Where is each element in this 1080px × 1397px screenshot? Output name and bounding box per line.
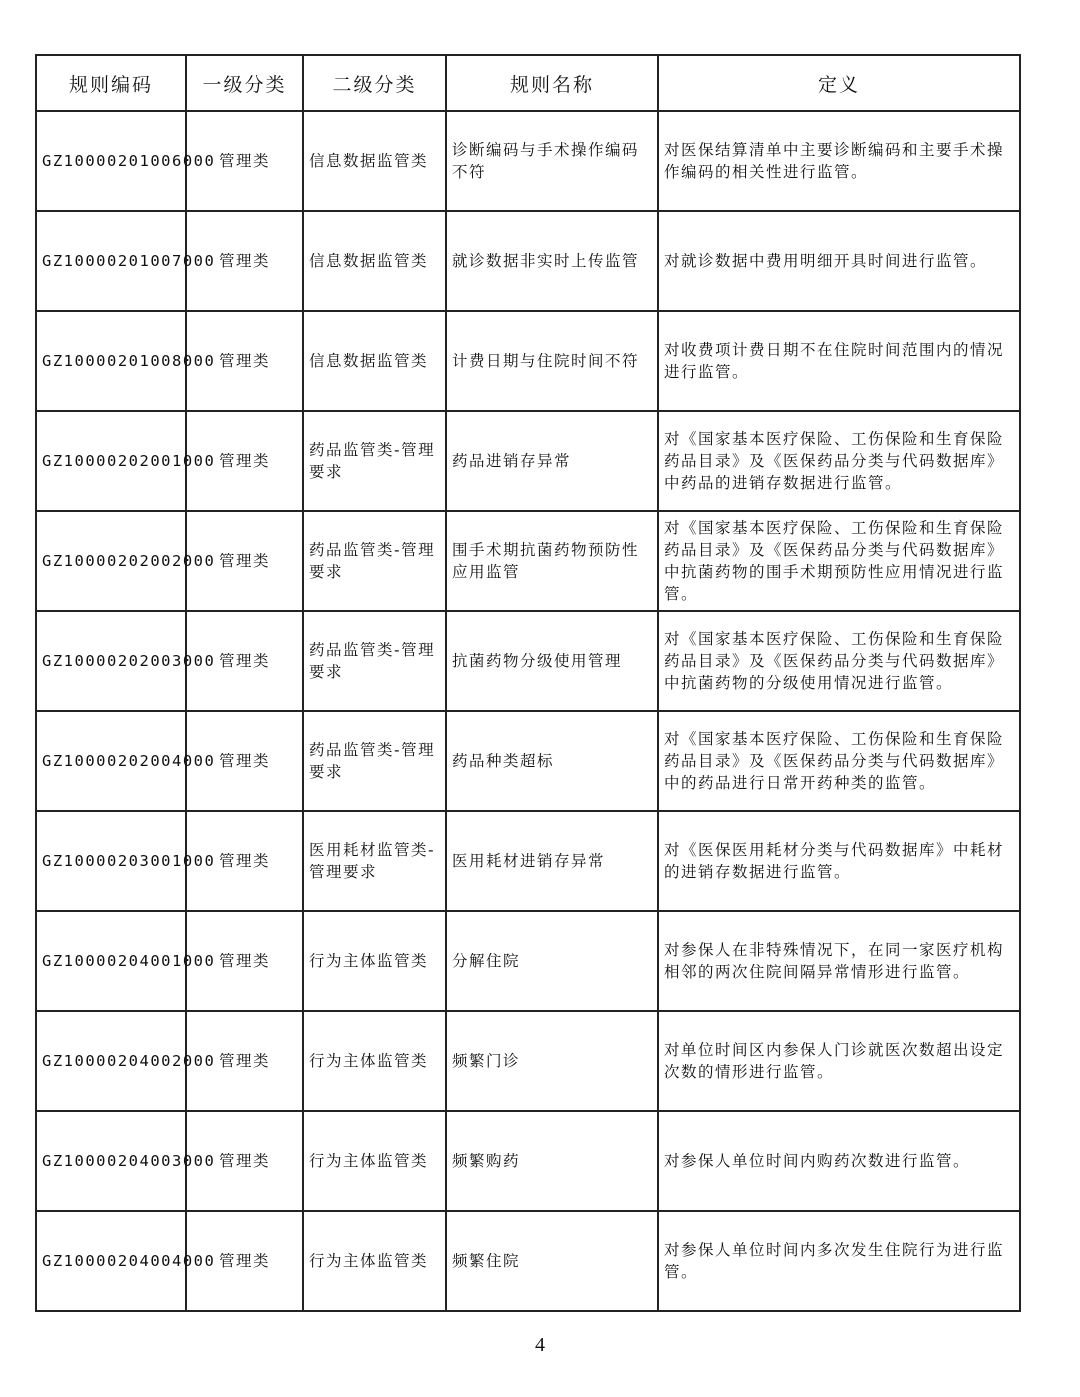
- rule-definition: 对单位时间区内参保人门诊就医次数超出设定次数的情形进行监管。: [658, 1011, 1020, 1111]
- rule-definition: 对《国家基本医疗保险、工伤保险和生育保险药品目录》及《医保药品分类与代码数据库》中抗菌药物的围手术期预防性应用情况进行监管。: [658, 511, 1020, 611]
- page-number: 4: [535, 1334, 545, 1356]
- level2-category: 行为主体监管类: [303, 1011, 446, 1111]
- table-row: [36, 1011, 1020, 1111]
- header-rule-name: 规则名称: [446, 55, 658, 111]
- rule-code: GZ10000204004000: [36, 1211, 186, 1311]
- rule-name: 计费日期与住院时间不符: [446, 311, 658, 411]
- rules-table: [35, 54, 1021, 1312]
- rule-definition: 对就诊数据中费用明细开具时间进行监管。: [658, 211, 1020, 311]
- table-row: [36, 1111, 1020, 1211]
- level2-category: 医用耗材监管类-管理要求: [303, 811, 446, 911]
- rule-code: GZ10000203001000: [36, 811, 186, 911]
- level1-category: 管理类: [186, 911, 303, 1011]
- table-row: [36, 911, 1020, 1011]
- level2-category: 药品监管类-管理要求: [303, 411, 446, 511]
- table-row: [36, 511, 1020, 611]
- level2-category: 信息数据监管类: [303, 211, 446, 311]
- level1-category: 管理类: [186, 411, 303, 511]
- rule-name: 频繁住院: [446, 1211, 658, 1311]
- rule-code: GZ10000201007000: [36, 211, 186, 311]
- header-level2-category: 二级分类: [303, 55, 446, 111]
- rule-definition: 对参保人单位时间内多次发生住院行为进行监管。: [658, 1211, 1020, 1311]
- level1-category: 管理类: [186, 1211, 303, 1311]
- level2-category: 行为主体监管类: [303, 1211, 446, 1311]
- rule-name: 诊断编码与手术操作编码不符: [446, 111, 658, 211]
- level2-category: 药品监管类-管理要求: [303, 611, 446, 711]
- level2-category: 信息数据监管类: [303, 311, 446, 411]
- rule-name: 围手术期抗菌药物预防性应用监管: [446, 511, 658, 611]
- level1-category: 管理类: [186, 811, 303, 911]
- level2-category: 行为主体监管类: [303, 1111, 446, 1211]
- rule-definition: 对参保人在非特殊情况下，在同一家医疗机构相邻的两次住院间隔异常情形进行监管。: [658, 911, 1020, 1011]
- table-row: [36, 711, 1020, 811]
- rule-code: GZ10000202003000: [36, 611, 186, 711]
- table-row: [36, 311, 1020, 411]
- rule-name: 药品进销存异常: [446, 411, 658, 511]
- header-level1-category: 一级分类: [186, 55, 303, 111]
- rule-definition: 对《医保医用耗材分类与代码数据库》中耗材的进销存数据进行监管。: [658, 811, 1020, 911]
- level1-category: 管理类: [186, 1011, 303, 1111]
- rule-name: 就诊数据非实时上传监管: [446, 211, 658, 311]
- table-row: [36, 611, 1020, 711]
- rule-name: 分解住院: [446, 911, 658, 1011]
- rule-code: GZ10000204003000: [36, 1111, 186, 1211]
- level2-category: 药品监管类-管理要求: [303, 511, 446, 611]
- table-row: [36, 211, 1020, 311]
- rule-code: GZ10000202004000: [36, 711, 186, 811]
- rule-definition: 对收费项计费日期不在住院时间范围内的情况进行监管。: [658, 311, 1020, 411]
- rule-code: GZ10000204002000: [36, 1011, 186, 1111]
- rule-definition: 对《国家基本医疗保险、工伤保险和生育保险药品目录》及《医保药品分类与代码数据库》中的药品进行日常开药种类的监管。: [658, 711, 1020, 811]
- rule-name: 医用耗材进销存异常: [446, 811, 658, 911]
- rule-name: 频繁门诊: [446, 1011, 658, 1111]
- level2-category: 药品监管类-管理要求: [303, 711, 446, 811]
- table-row: [36, 411, 1020, 511]
- level2-category: 信息数据监管类: [303, 111, 446, 211]
- rule-definition: 对医保结算清单中主要诊断编码和主要手术操作编码的相关性进行监管。: [658, 111, 1020, 211]
- level1-category: 管理类: [186, 711, 303, 811]
- rule-code: GZ10000202001000: [36, 411, 186, 511]
- level1-category: 管理类: [186, 311, 303, 411]
- rule-code: GZ10000201008000: [36, 311, 186, 411]
- level1-category: 管理类: [186, 211, 303, 311]
- level1-category: 管理类: [186, 511, 303, 611]
- table-header-row: [36, 55, 1020, 111]
- level2-category: 行为主体监管类: [303, 911, 446, 1011]
- rule-definition: 对《国家基本医疗保险、工伤保险和生育保险药品目录》及《医保药品分类与代码数据库》中抗菌药物的分级使用情况进行监管。: [658, 611, 1020, 711]
- header-definition: 定义: [658, 55, 1020, 111]
- level1-category: 管理类: [186, 611, 303, 711]
- rule-code: GZ10000204001000: [36, 911, 186, 1011]
- rule-definition: 对参保人单位时间内购药次数进行监管。: [658, 1111, 1020, 1211]
- rule-definition: 对《国家基本医疗保险、工伤保险和生育保险药品目录》及《医保药品分类与代码数据库》中药品的进销存数据进行监管。: [658, 411, 1020, 511]
- level1-category: 管理类: [186, 111, 303, 211]
- rule-name: 频繁购药: [446, 1111, 658, 1211]
- table-row: [36, 1211, 1020, 1311]
- table-row: [36, 111, 1020, 211]
- rule-code: GZ10000201006000: [36, 111, 186, 211]
- rule-name: 药品种类超标: [446, 711, 658, 811]
- level1-category: 管理类: [186, 1111, 303, 1211]
- rule-name: 抗菌药物分级使用管理: [446, 611, 658, 711]
- rule-code: GZ10000202002000: [36, 511, 186, 611]
- header-rule-code: 规则编码: [36, 55, 186, 111]
- table-row: [36, 811, 1020, 911]
